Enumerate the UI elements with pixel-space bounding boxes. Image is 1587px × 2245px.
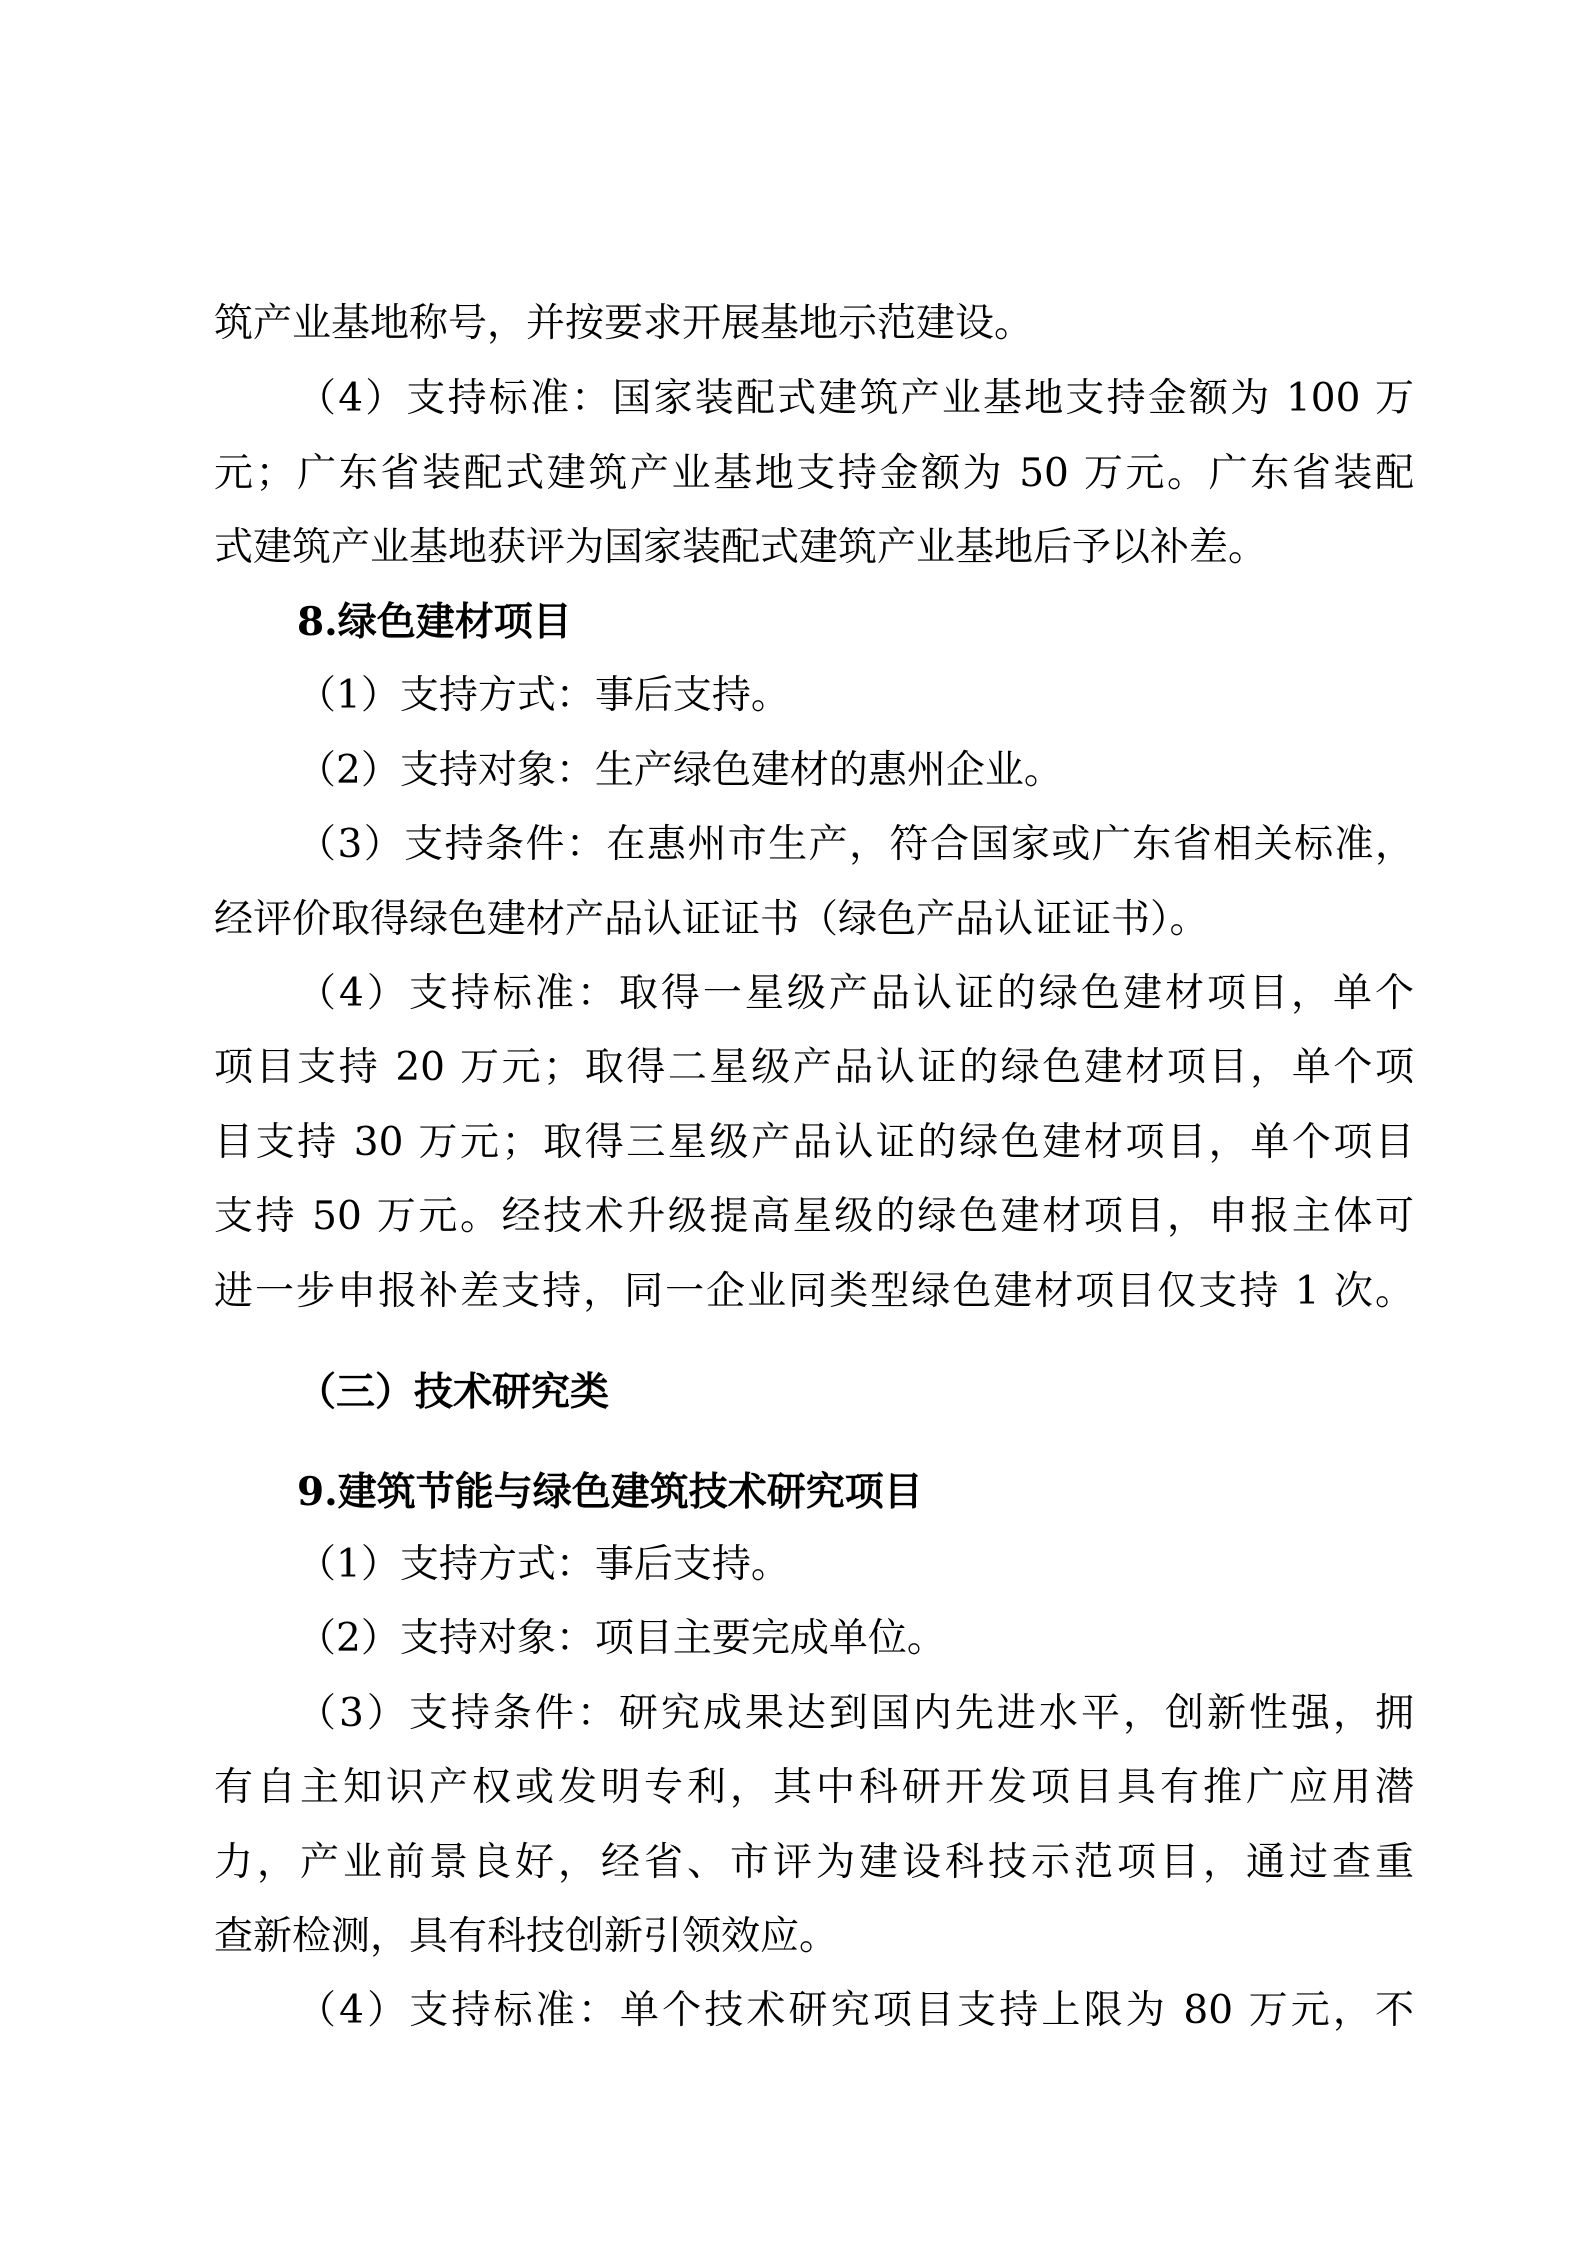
paragraph-line: 进一步申报补差支持，同一企业同类型绿色建材项目仅支持 1 次。 (214, 1269, 1414, 1314)
paragraph-line: 经评价取得绿色建材产品认证证书（绿色产品认证证书）。 (214, 897, 1209, 942)
paragraph-line: 力，产业前景良好，经省、市评为建设科技示范项目，通过查重 (214, 1840, 1414, 1885)
paragraph-line: 有自主知识产权或发明专利，其中科研开发项目具有推广应用潜 (214, 1765, 1414, 1810)
paragraph-line: 元；广东省装配式建筑产业基地支持金额为 50 万元。广东省装配 (214, 451, 1414, 496)
paragraph-line: 筑产业基地称号，并按要求开展基地示范建设。 (214, 301, 1034, 346)
paragraph-line: （1）支持方式：事后支持。 (297, 1542, 790, 1587)
paragraph-line: （2）支持对象：生产绿色建材的惠州企业。 (297, 748, 1063, 793)
paragraph-line: （2）支持对象：项目主要完成单位。 (297, 1616, 946, 1661)
paragraph-line: 目支持 30 万元；取得三星级产品认证的绿色建材项目，单个项目 (214, 1120, 1414, 1165)
paragraph-line: （4）支持标准：取得一星级产品认证的绿色建材项目，单个 (297, 971, 1414, 1016)
section-heading: （三）技术研究类 (297, 1369, 610, 1415)
paragraph-line: （3）支持条件：在惠州市生产，符合国家或广东省相关标准， (297, 822, 1414, 867)
paragraph-line: （4）支持标准：单个技术研究项目支持上限为 80 万元，不 (297, 1988, 1414, 2033)
paragraph-line: 支持 50 万元。经技术升级提高星级的绿色建材项目，申报主体可 (214, 1194, 1414, 1239)
section-heading: 8.绿色建材项目 (297, 599, 572, 645)
paragraph-line: （3）支持条件：研究成果达到国内先进水平，创新性强，拥 (297, 1691, 1414, 1736)
paragraph-line: （4）支持标准：国家装配式建筑产业基地支持金额为 100 万 (297, 376, 1414, 421)
paragraph-line: （1）支持方式：事后支持。 (297, 673, 790, 718)
section-heading: 9.建筑节能与绿色建筑技术研究项目 (297, 1469, 923, 1515)
paragraph-line: 项目支持 20 万元；取得二星级产品认证的绿色建材项目，单个项 (214, 1045, 1414, 1090)
paragraph-line: 查新检测，具有科技创新引领效应。 (214, 1914, 839, 1959)
paragraph-line: 式建筑产业基地获评为国家装配式建筑产业基地后予以补差。 (214, 525, 1268, 570)
